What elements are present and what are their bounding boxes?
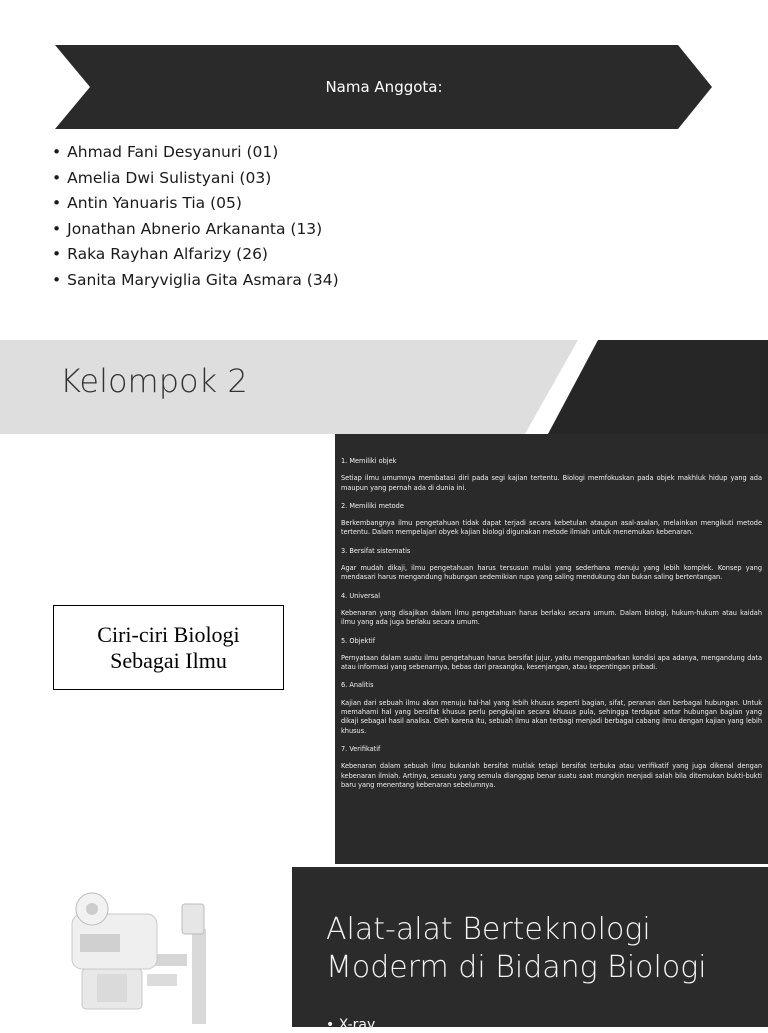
item-heading: 2. Memiliki metode [341,500,404,510]
member-item: • Ahmad Fani Desyanuri (01) [52,140,339,166]
member-item: • Antin Yanuaris Tia (05) [52,191,339,217]
item-text: Kajian dari sebuah ilmu akan menuju hal-hal yang lebih khusus seperti bagian, sifat, peranan dan berbagai hubungan. Untuk memahami hal yang bersifat khusus perlu pengkajian secara khusus pula, sehingga terdapat antar hubungan bagian yang dikaji sebagai hasil analisa. Oleh karena itu, sebuah ilmu akan terbagi menjadi berbagai cabang ilmu dengan kajian yang lebih khusus. [341,697,762,735]
item-text: Berkembangnya ilmu pengetahuan tidak dapat terjadi secara kebetulan ataupun asal-asalan, melainkan mengikuti metode tertentu. Dalam mempelajari obyek kajian biologi digunakan metode ilmiah untuk menemukan kebenaran. [341,518,762,537]
item-heading: 6. Analitis [341,680,374,690]
slide-tools [0,864,768,1033]
tools-title-line1: Alat-alat Berteknologi [326,912,651,947]
tools-title [326,911,707,987]
item-text: Setiap ilmu umumnya membatasi diri pada segi kajian tertentu. Biologi memfokuskan pada objek makhluk hidup yang ada maupun yang pernah ada di dunia ini. [341,473,762,492]
slide-characteristics [0,434,768,864]
item-heading: 3. Bersifat sistematis [341,545,411,555]
tools-bullet: • X-ray [326,1017,376,1033]
member-item: • Raka Rayhan Alfarizy (26) [52,242,339,268]
characteristics-title-box [53,605,284,690]
item-text: Kebenaran yang disajikan dalam ilmu pengetahuan harus berlaku secara umum. Dalam biologi, hukum-hukum atau kaidah ilmu yang ada juga berlaku secara umum. [341,607,762,627]
item-heading: 4. Universal [341,590,381,600]
tools-bullet-text: X-ray [338,1017,376,1033]
item-text: Agar mudah dikaji, ilmu pengetahuan harus tersusun mulai yang sederhana menuju yang lebih komplek. Konsep yang mendasari harus mengandung hubungan sedemikian rupa yang saling mendukung dan bukan saling bertentangan. [341,563,762,582]
item-heading: 1. Memiliki objek [341,456,397,465]
item-text: Kebenaran dalam sebuah ilmu bukanlah bersifat mutlak tetapi bersifat terbuka atau verifikatif yang juga dikenal dengan kebenaran ilmiah. Artinya, sesuatu yang semula dianggap benar suatu saat mungkin menjadi salah bila ditemukan bukti-bukti baru yang menentang kebenaran sebelumnya. [341,761,762,789]
member-item: • Amelia Dwi Sulistyani (03) [52,166,339,192]
chevron-banner [0,0,768,130]
item-heading: 7. Verifikatif [341,743,381,753]
members-list [52,140,339,293]
tools-panel [292,867,768,1033]
banner-title: Nama Anggota: [325,78,443,96]
item-heading: 5. Objektif [341,635,376,645]
characteristics-panel [335,434,768,864]
member-item: • Sanita Maryviglia Gita Asmara (34) [52,268,339,294]
tools-title-line2: Moderm di Bidang Biologi [326,950,707,985]
member-item: • Jonathan Abnerio Arkananta (13) [52,217,339,243]
slide-members [0,0,768,318]
group-title: Kelompok 2 [60,362,248,400]
slide-group-title [0,340,768,434]
xray-machine-image [52,874,232,1024]
characteristics-title-line2: Sebagai Ilmu [110,647,227,673]
characteristics-title-line1: Ciri-ciri Biologi [97,621,240,647]
item-text: Pernyataan dalam suatu ilmu pengetahuan harus bersifat jujur, yaitu menggambarkan kondisi apa adanya, mengandung data atau informasi yang sebenarnya, bebas dari prasangka, kesenjangan, atau kepentingan pribadi. [341,652,762,672]
